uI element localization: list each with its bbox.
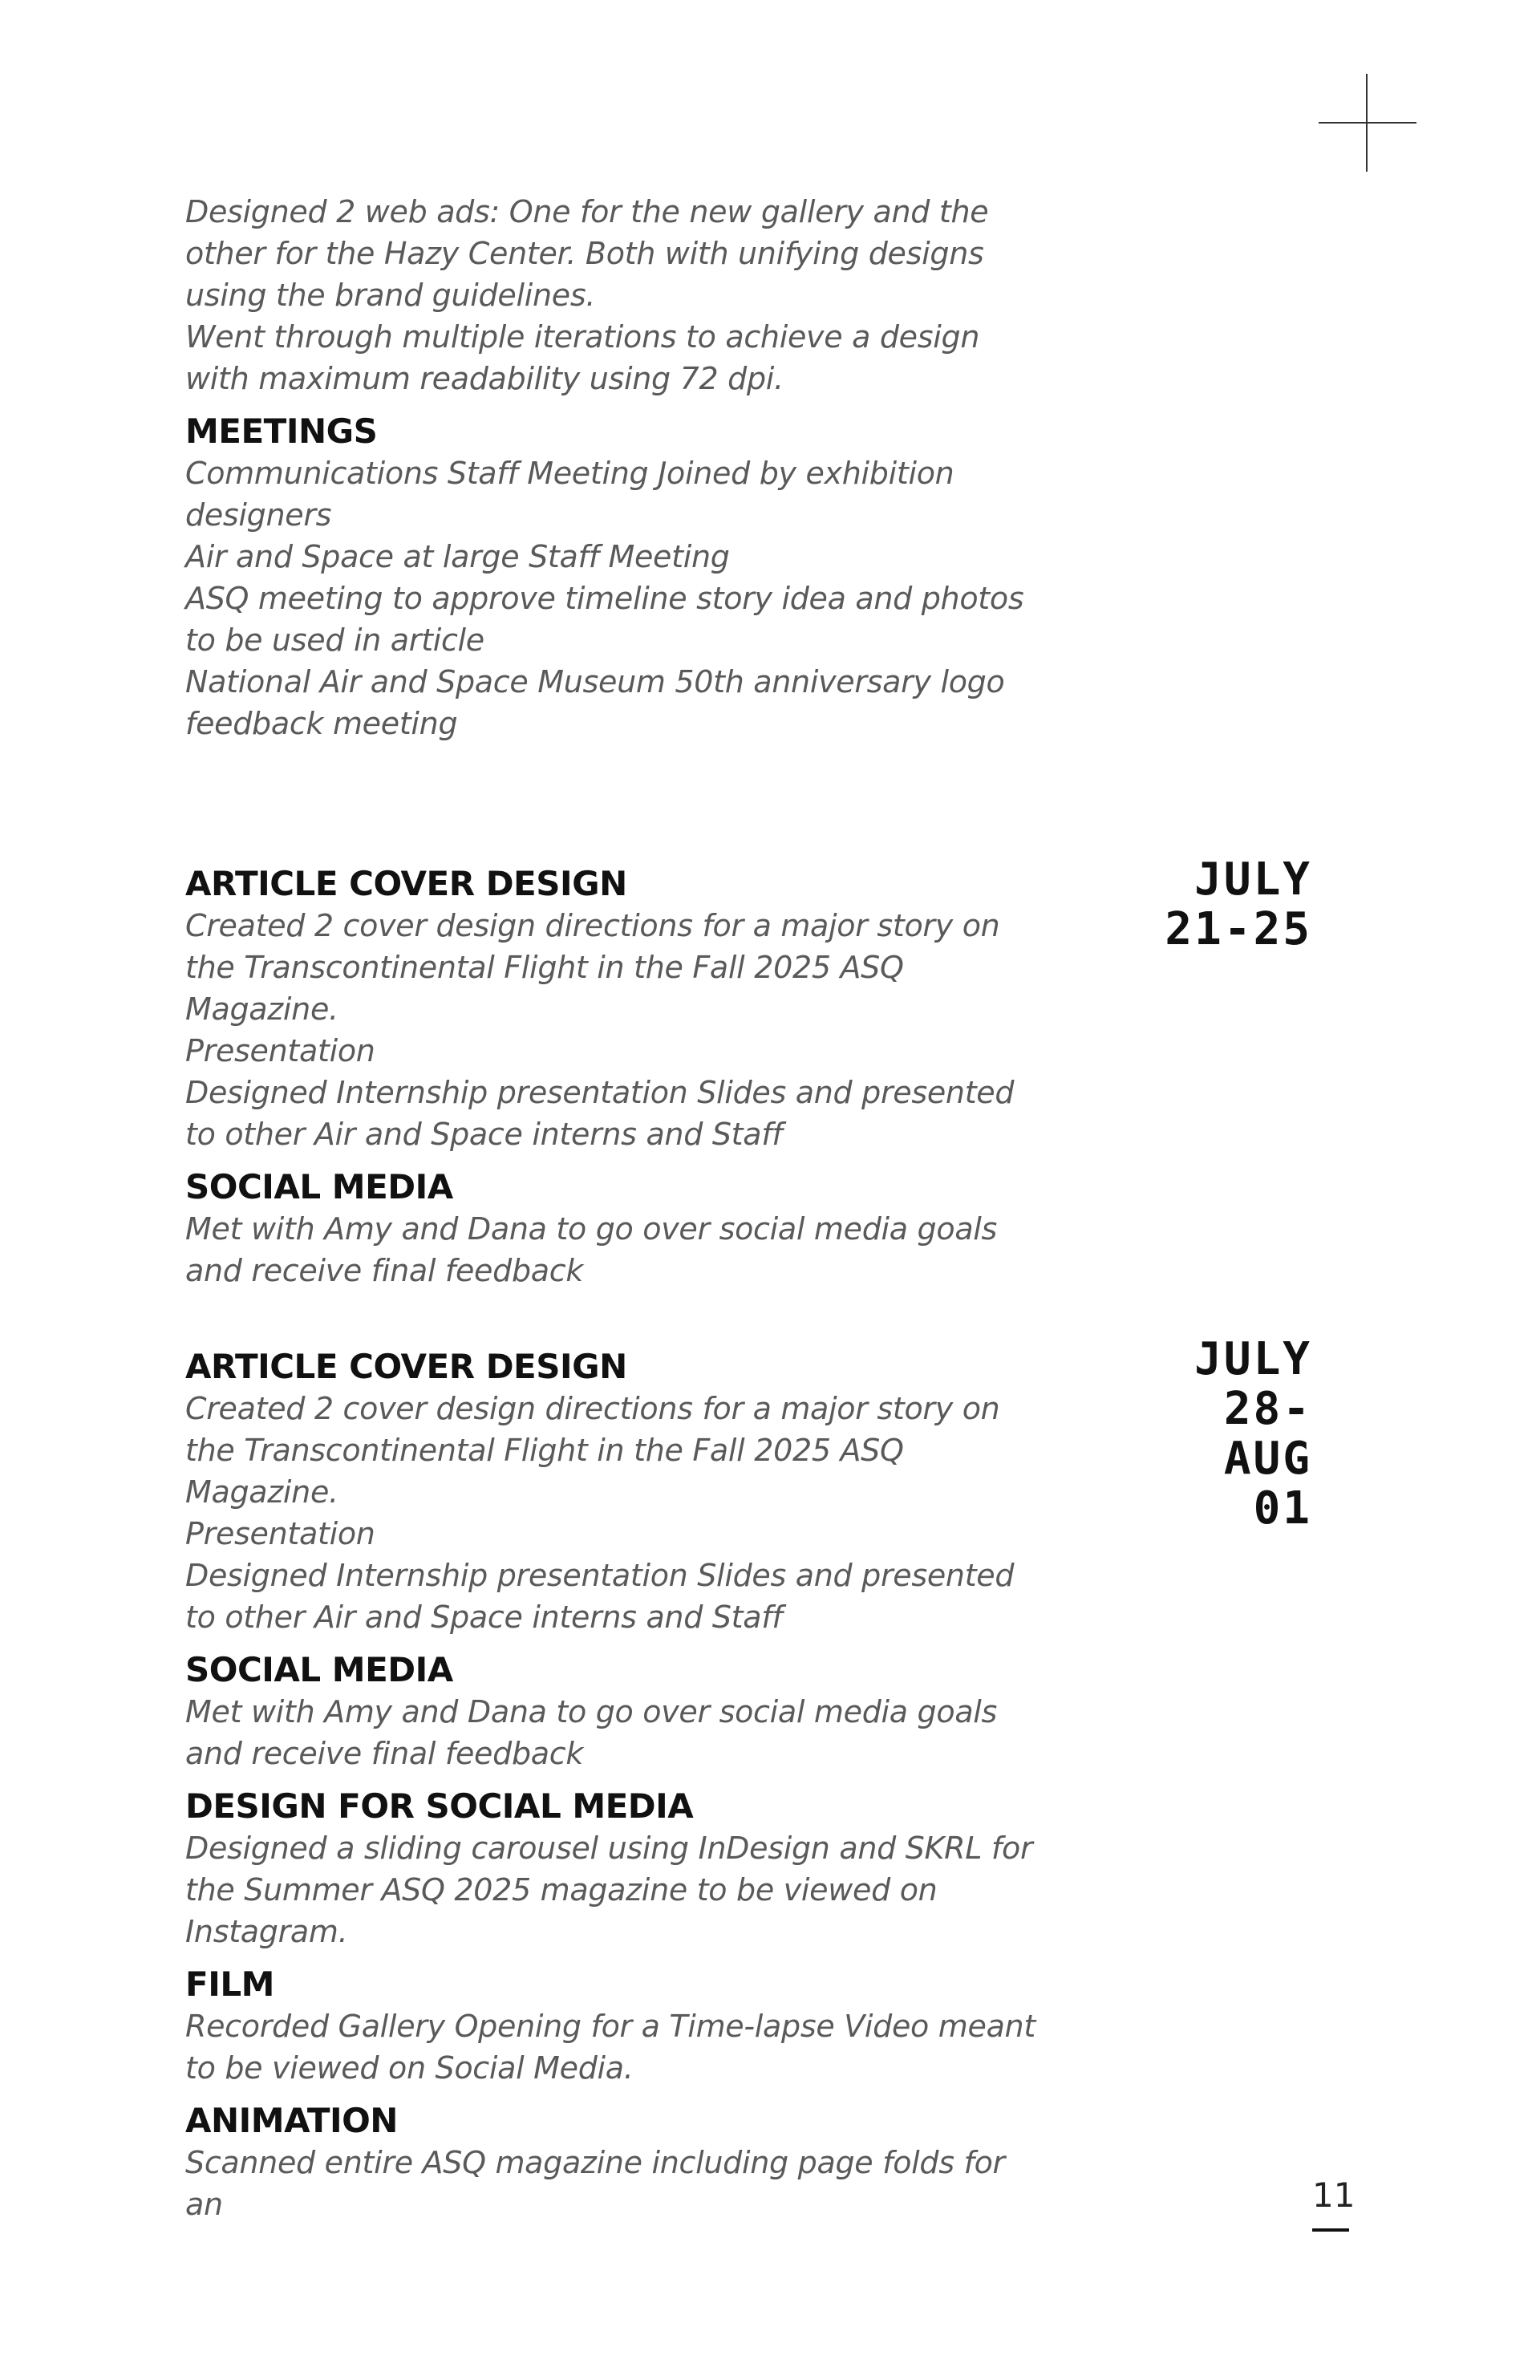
social-media-heading: SOCIAL MEDIA bbox=[185, 1167, 453, 1206]
film-line: Recorded Gallery Opening for a Time-lapse Video meant to be viewed on Social Media. bbox=[185, 2009, 1035, 2086]
article-line: Designed Internship presentation Slides and presented to other Air and Space interns and Staff bbox=[185, 1558, 1015, 1635]
date-line: AUG bbox=[1223, 1433, 1312, 1485]
date-line: JULY bbox=[1194, 853, 1312, 906]
page-number: 11 bbox=[1312, 2175, 1356, 2215]
crosshair-horizontal-line bbox=[1319, 122, 1416, 124]
article-line: Created 2 cover design directions for a major story on the Transcontinental Flight in the Fall 2025 ASQ Magazine. bbox=[185, 908, 1000, 1027]
animation-line: Scanned entire ASQ magazine including page folds for an bbox=[185, 2145, 1005, 2222]
week2-section bbox=[185, 1346, 1052, 2225]
meeting-item: ASQ meeting to approve timeline story idea and photos to be used in article bbox=[185, 581, 1024, 658]
design-social-line: Designed a sliding carousel using InDesign and SKRL for the Summer ASQ 2025 magazine to be viewed on Instagram. bbox=[185, 1831, 1033, 1949]
date-line: JULY bbox=[1194, 1333, 1312, 1385]
article-cover-heading: ARTICLE COVER DESIGN bbox=[185, 864, 627, 903]
week1-date bbox=[1165, 855, 1312, 955]
article-line: Presentation bbox=[185, 1516, 375, 1551]
date-line: 21-25 bbox=[1165, 903, 1312, 955]
page-number-underline bbox=[1312, 2228, 1349, 2232]
social-media-heading: SOCIAL MEDIA bbox=[185, 1650, 453, 1689]
date-line: 28- bbox=[1223, 1383, 1312, 1435]
date-line: 01 bbox=[1253, 1482, 1312, 1535]
article-line: Created 2 cover design directions for a major story on the Transcontinental Flight in the Fall 2025 ASQ Magazine. bbox=[185, 1391, 1000, 1510]
week2-date bbox=[1194, 1335, 1312, 1534]
meetings-heading: MEETINGS bbox=[185, 412, 378, 451]
social-line: Met with Amy and Dana to go over social media goals and receive final feedback bbox=[185, 1694, 998, 1771]
article-line: Presentation bbox=[185, 1033, 375, 1068]
design-social-heading: DESIGN FOR SOCIAL MEDIA bbox=[185, 1786, 694, 1826]
animation-heading: ANIMATION bbox=[185, 2101, 398, 2140]
week1-section bbox=[185, 863, 1052, 1291]
intro-paragraph: Designed 2 web ads: One for the new gallery and the other for the Hazy Center. Both with unifying designs using the brand guidelines. bbox=[185, 194, 989, 313]
intro-paragraph: Went through multiple iterations to achieve a design with maximum readability using 72 dpi. bbox=[185, 319, 980, 396]
crosshair-vertical-line bbox=[1366, 74, 1368, 172]
article-line: Designed Internship presentation Slides and presented to other Air and Space interns and Staff bbox=[185, 1075, 1015, 1152]
meeting-item: Air and Space at large Staff Meeting bbox=[185, 539, 730, 574]
meeting-item: Communications Staff Meeting Joined by exhibition designers bbox=[185, 456, 954, 533]
social-line: Met with Amy and Dana to go over social media goals and receive final feedback bbox=[185, 1211, 998, 1288]
intro-section bbox=[185, 191, 1052, 744]
article-cover-heading: ARTICLE COVER DESIGN bbox=[185, 1347, 627, 1386]
meeting-item: National Air and Space Museum 50th anniversary logo feedback meeting bbox=[185, 664, 1005, 741]
film-heading: FILM bbox=[185, 1964, 274, 2004]
